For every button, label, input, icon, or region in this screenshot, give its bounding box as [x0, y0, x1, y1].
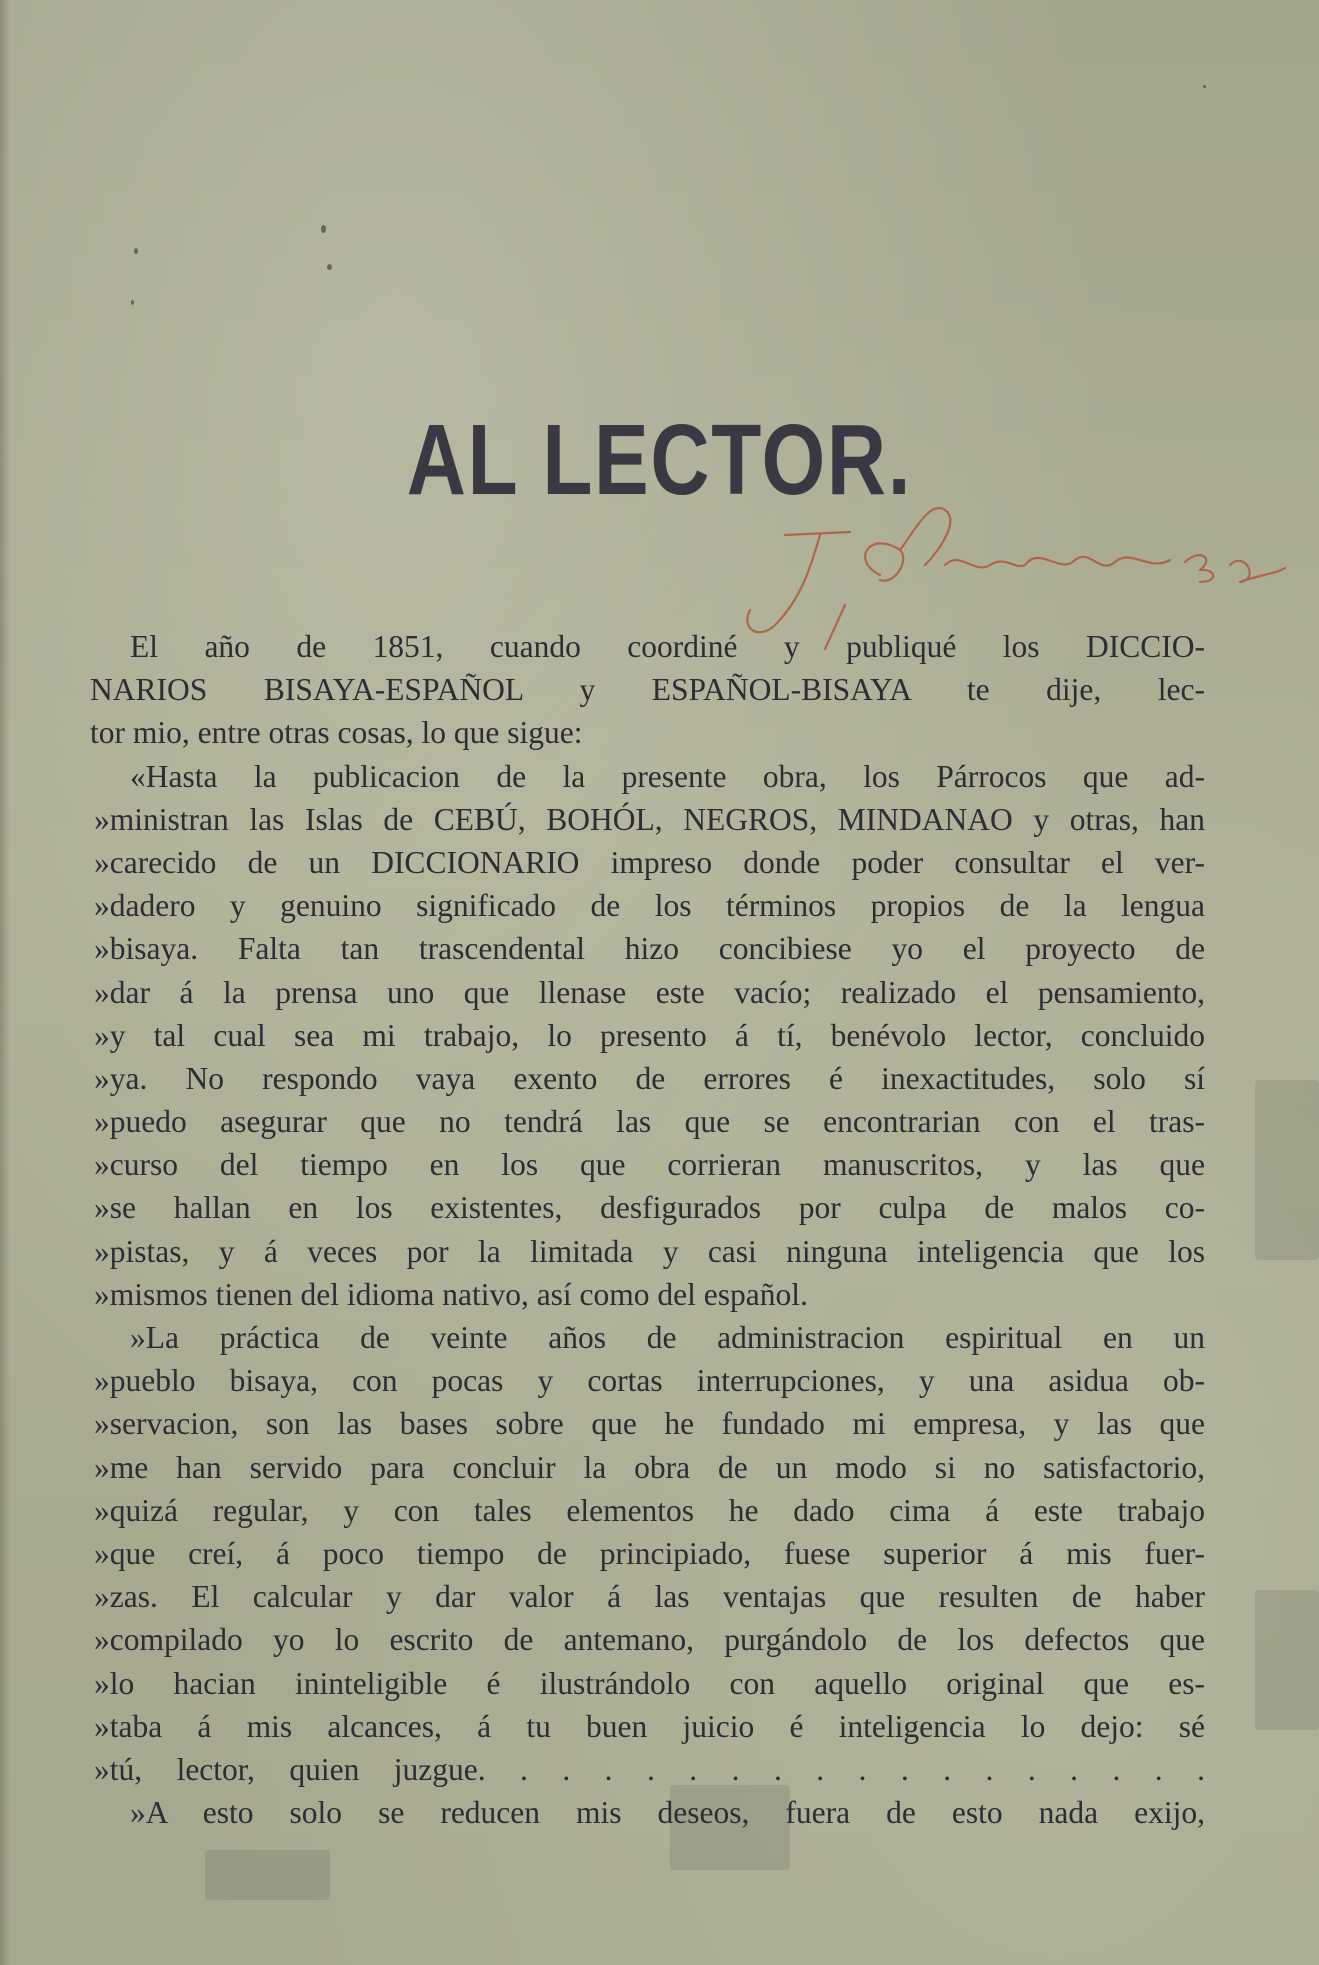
- text-line: »mismos tienen del idioma nativo, así como del español.: [94, 1276, 808, 1312]
- dust-speck: [1203, 85, 1206, 88]
- text-line: «Hasta la publicacion de la presente obra, los Párrocos que ad-: [130, 758, 1205, 794]
- dust-speck: [134, 248, 138, 254]
- text-line: »y tal cual sea mi trabajo, lo presento á tí, benévolo lector, concluido: [94, 1017, 1205, 1053]
- text-line: »taba á mis alcances, á tu buen juicio é inteligencia lo dejo: sé: [94, 1708, 1205, 1744]
- dust-speck: [131, 300, 134, 305]
- text-line: »pistas, y á veces por la limitada y casi ninguna inteligencia que los: [94, 1233, 1205, 1269]
- text-line: »que creí, á poco tiempo de principiado, fuese superior á mis fuer-: [94, 1535, 1205, 1571]
- text-line: NARIOS BISAYA-ESPAÑOL y ESPAÑOL-BISAYA te dije, lec-: [90, 672, 1205, 708]
- paper-stain: [1255, 1080, 1319, 1260]
- text-line: »zas. El calcular y dar valor á las ventajas que resulten de haber: [94, 1579, 1205, 1615]
- body-text: [90, 625, 1205, 1834]
- text-line: »quizá regular, y con tales elementos he dado cima á este trabajo: [94, 1492, 1205, 1528]
- page-title: AL LECTOR.: [406, 404, 913, 516]
- text-line: »servacion, son las bases sobre que he fundado mi empresa, y las que: [94, 1406, 1205, 1442]
- text-line: »curso del tiempo en los que corrieran manuscritos, y las que: [94, 1147, 1205, 1183]
- text-line: »lo hacian ininteligible é ilustrándolo con aquello original que es-: [94, 1665, 1205, 1701]
- page-edge-shadow: [0, 0, 10, 1965]
- text-line: »pueblo bisaya, con pocas y cortas interrupciones, y una asidua ob-: [94, 1363, 1205, 1399]
- text-line: »A esto solo se reducen mis deseos, fuera de esto nada exijo,: [130, 1795, 1205, 1831]
- text-line: »se hallan en los existentes, desfigurados por culpa de malos co-: [94, 1190, 1205, 1226]
- text-line: »ministran las Islas de CEBÚ, BOHÓL, NEGROS, MINDANAO y otras, han: [94, 801, 1205, 837]
- dust-speck: [321, 225, 326, 233]
- text-line: »ya. No respondo vaya exento de errores é inexactitudes, solo sí: [94, 1060, 1205, 1096]
- text-line: »puedo asegurar que no tendrá las que se encontrarian con el tras-: [94, 1104, 1205, 1140]
- paper-stain: [1255, 1590, 1319, 1730]
- text-line: »dar á la prensa uno que llenase este vacío; realizado el pensamiento,: [94, 974, 1205, 1010]
- text-line: »La práctica de veinte años de administracion espiritual en un: [130, 1320, 1205, 1355]
- text-line: »bisaya. Falta tan trascendental hizo concibiese yo el proyecto de: [94, 931, 1205, 967]
- text-line: »me han servido para concluir la obra de un modo si no satisfactorio,: [94, 1449, 1205, 1485]
- paper-stain: [205, 1850, 330, 1900]
- text-line: »carecido de un DICCIONARIO impreso donde poder consultar el ver-: [94, 844, 1205, 880]
- dust-speck: [327, 264, 332, 270]
- text-line: El año de 1851, cuando coordiné y publiqué los DICCIO-: [130, 629, 1205, 664]
- text-line: »dadero y genuino significado de los términos propios de la lengua: [94, 888, 1205, 924]
- text-line: »tú, lector, quien juzgue. . . . . . . . . . . . . . . . . .: [94, 1751, 1205, 1787]
- text-line: tor mio, entre otras cosas, lo que sigue:: [90, 715, 583, 751]
- text-line: »compilado yo lo escrito de antemano, purgándolo de los defectos que: [94, 1622, 1205, 1658]
